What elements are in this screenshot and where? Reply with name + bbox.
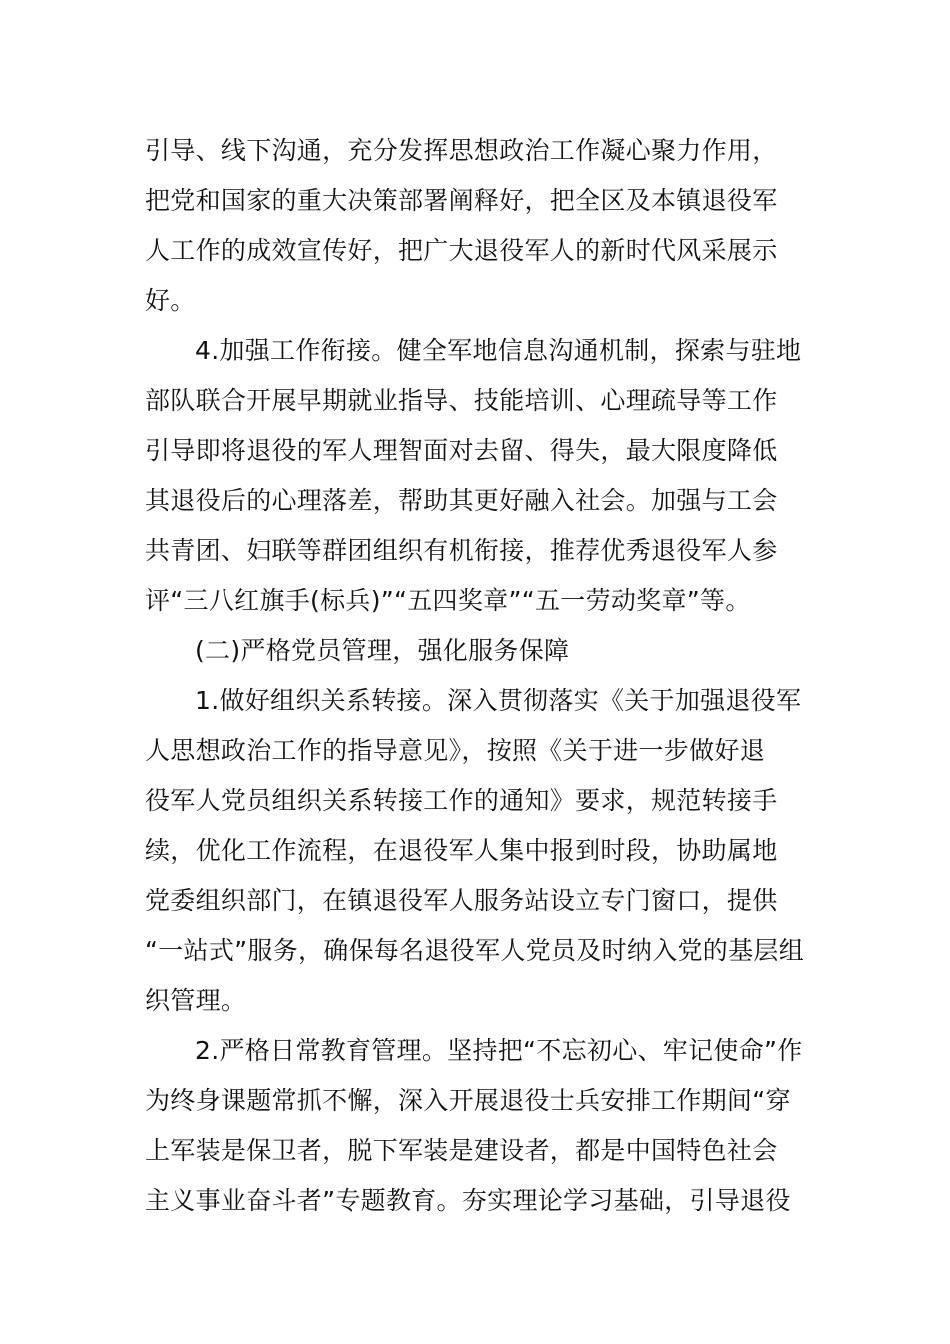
text-line: 党委组织部门，在镇退役军人服务站设立专门窗口，提供 xyxy=(145,886,778,915)
text-line: 为终身课题常抓不懈，深入开展退役士兵安排工作期间“穿 xyxy=(145,1086,791,1115)
text-line: 共青团、妇联等群团组织有机衔接，推荐优秀退役军人参 xyxy=(145,536,778,565)
text-line: 把党和国家的重大决策部署阐释好，把全区及本镇退役军 xyxy=(145,186,778,215)
text-line: 部队联合开展早期就业指导、技能培训、心理疏导等工作 xyxy=(145,386,778,415)
text-line: 人工作的成效宣传好，把广大退役军人的新时代风采展示 xyxy=(145,236,778,265)
text-line: “一站式”服务，确保每名退役军人党员及时纳入党的基层组 xyxy=(145,936,805,965)
text-line: 人思想政治工作的指导意见》，按照《关于进一步做好退 xyxy=(145,736,766,765)
paragraph-heading-1: 1.做好组织关系转接。深入贯彻落实《关于加强退役军 xyxy=(195,686,802,715)
paragraph-heading-2: 2.严格日常教育管理。坚持把“不忘初心、牢记使命”作 xyxy=(195,1036,803,1065)
text-line: 引导即将退役的军人理智面对去留、得失，最大限度降低 xyxy=(145,436,778,465)
section-heading: (二)严格党员管理，强化服务保障 xyxy=(195,636,570,665)
text-line: 好。 xyxy=(145,286,196,315)
text-line: 评“三八红旗手(标兵)”“五四奖章”“五一劳动奖章”等。 xyxy=(145,586,751,615)
text-line: 役军人党员组织关系转接工作的通知》要求，规范转接手 xyxy=(145,786,778,815)
text-line: 上军装是保卫者，脱下军装是建设者，都是中国特色社会 xyxy=(145,1136,778,1165)
text-line: 织管理。 xyxy=(145,986,247,1015)
paragraph-heading-4: 4.加强工作衔接。健全军地信息沟通机制，探索与驻地 xyxy=(195,336,802,365)
text-line: 续，优化工作流程，在退役军人集中报到时段，协助属地 xyxy=(145,836,778,865)
text-line: 其退役后的心理落差，帮助其更好融入社会。加强与工会 xyxy=(145,486,778,515)
text-line: 主义事业奋斗者”专题教育。夯实理论学习基础，引导退役 xyxy=(145,1186,791,1215)
document-body xyxy=(145,126,810,1226)
text-line: 引导、线下沟通，充分发挥思想政治工作凝心聚力作用， xyxy=(145,136,778,165)
